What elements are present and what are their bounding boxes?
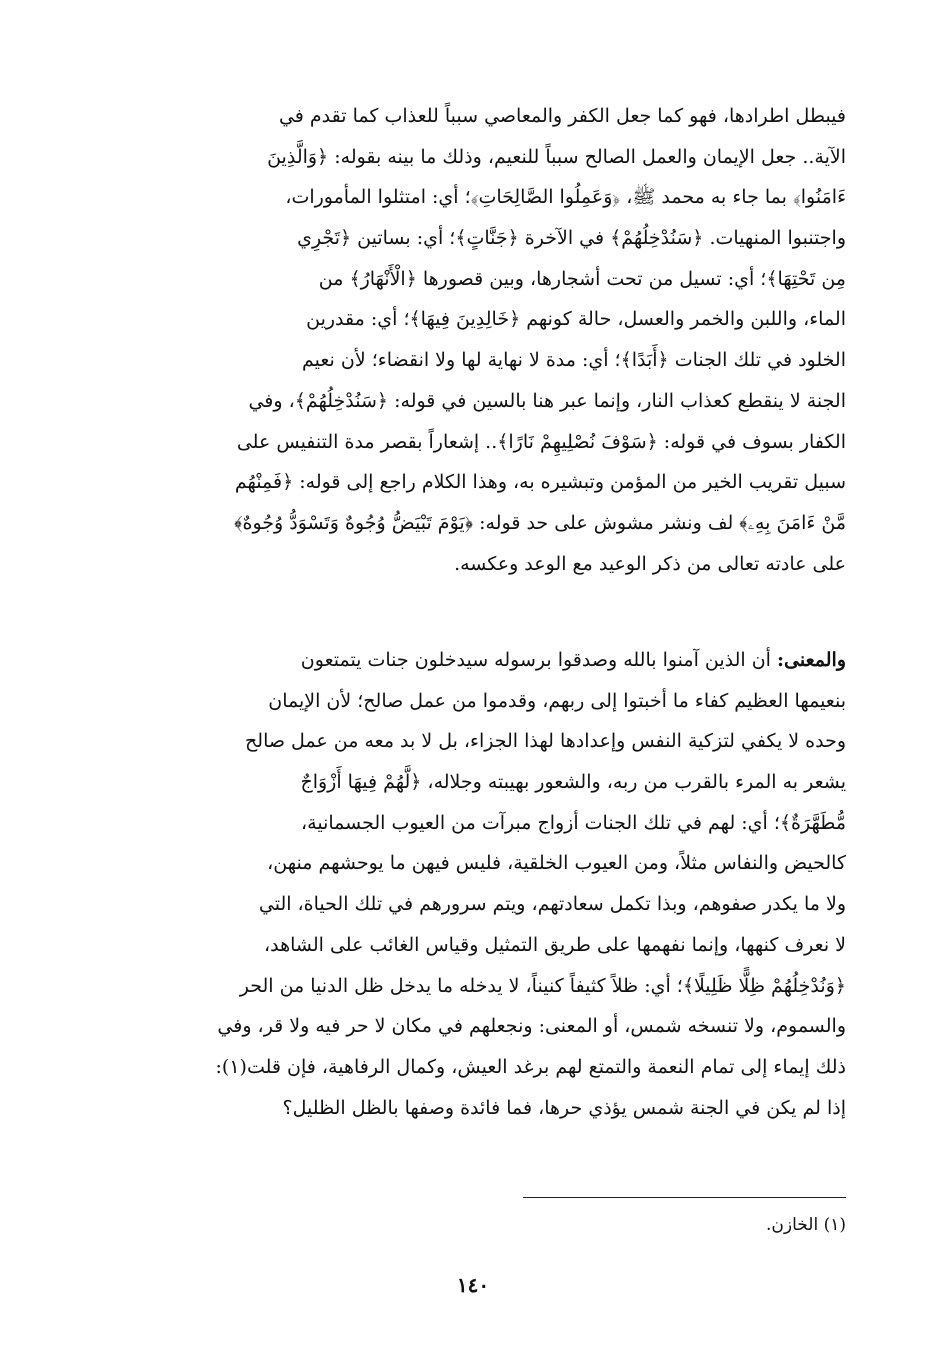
paragraph-1 <box>66 96 846 584</box>
text-line: لا نعرف كنهها، وإنما نفهمها على طريق التمثيل وقياس الغائب على الشاهد، <box>263 933 846 956</box>
first-line-rest: أن الذين آمنوا بالله وصدقوا برسوله سيدخلون جنات يتمتعون <box>300 649 778 671</box>
text-line: ولا ما يكدر صفوهم، وبذا تكمل سعادتهم، ويتم سرورهم في تلك الحياة، التي <box>258 893 846 916</box>
text-line: ذلك إيماء إلى تمام النعمة والتمتع لهم برغد العيش، وكمال الرفاهية، فإن قلت(١): <box>215 1055 846 1078</box>
text-line: ءَامَنُوا﴾ بما جاء به محمد ﷺ، ﴿وَعَمِلُوا الصَّالِحَاتِ﴾؛ أي: امتثلوا المأمورات، <box>285 186 846 209</box>
text-line: بنعيمها العظيم كفاء ما أخبتوا إلى ربهم، وقدموا من عمل صالح؛ لأن الإيمان <box>268 689 846 712</box>
text-line: مِن تَحْتِهَا﴾؛ أي: تسيل من تحت أشجارها، وبين قصورها ﴿الْأَنْهَارُ﴾ من <box>318 267 846 290</box>
page-number: ١٤٠ <box>456 1273 490 1297</box>
footnote: (١) الخازن. <box>766 1215 846 1235</box>
text-line: الآية.. جعل الإيمان والعمل الصالح سبباً للنعيم، وذلك ما بينه بقوله: ﴿وَالَّذِينَ <box>267 145 846 168</box>
text-line: يشعر به المرء بالقرب من ربه، والشعور بهيبته وجلاله، ﴿لَّهُمْ فِيهَا أَزْوَاجٌ <box>300 771 846 794</box>
text-line: فيبطل اطرادها، فهو كما جعل الكفر والمعاصي سبباً للعذاب كما تقدم في <box>278 105 846 127</box>
text-line: إذا لم يكن في الجنة شمس يؤذي حرها، فما فائدة وصفها بالظل الظليل؟ <box>282 1096 846 1119</box>
text-line: الخلود في تلك الجنات ﴿أَبَدًا﴾؛ أي: مدة لا نهاية لها ولا انقضاء؛ لأن نعيم <box>302 349 846 372</box>
text-line-first <box>66 640 846 681</box>
text-line: ﴿وَنُدْخِلُهُمْ ظِلًّا ظَلِيلًا﴾؛ أي: ظلاً كثيفاً كنيناً، لا يدخله ما يدخل ظل الدنيا من الحر <box>239 974 846 997</box>
footnote-divider <box>523 1197 846 1198</box>
paragraph-2 <box>66 640 846 1128</box>
text-line: الماء، واللبن والخمر والعسل، حالة كونهم ﴿خَالِدِينَ فِيهَا﴾؛ أي: مقدرين <box>306 308 846 331</box>
text-line: والسموم، ولا تنسخه شمس، أو المعنى: ونجعلهم في مكان لا حر فيه ولا قر، وفي <box>217 1015 846 1038</box>
paragraph-lead: والمعنى: <box>777 649 846 671</box>
text-line: الجنة لا ينقطع كعذاب النار، وإنما عبر هنا بالسين في قوله: ﴿سَنُدْخِلُهُمْ﴾، وفي <box>248 389 846 412</box>
text-line: مَّنْ ءَامَنَ بِهِۦ﴾ لف ونشر مشوش على حد قوله: ﴿يَوْمَ تَبْيَضُّ وُجُوهٌ وَتَسْوَدُّ وُجُوهٌ﴾ <box>234 511 846 534</box>
text-line: سبيل تقريب الخير من المؤمن وتبشيره به، وهذا الكلام راجع إلى قوله: ﴿فَمِنْهُم <box>234 471 846 494</box>
text-line: الكفار بسوف في قوله: ﴿سَوْفَ نُصْلِيهِمْ نَارًا﴾.. إشعاراً بقصر مدة التنفيس على <box>236 430 846 453</box>
text-line: كالحيض والنفاس مثلاً، ومن العيوب الخلقية، فليس فيهن ما يوحشهم منهن، <box>267 852 846 875</box>
text-line: مُّطَهَّرَةٌ﴾؛ أي: لهم في تلك الجنات أزواج مبرآت من العيوب الجسمانية، <box>301 811 846 834</box>
text-line: واجتنبوا المنهيات. ﴿سَنُدْخِلُهُمْ﴾ في الآخرة ﴿جَنَّاتٍ﴾؛ أي: بساتين ﴿تَجْرِي <box>297 227 846 250</box>
text-line: وحده لا يكفي لتزكية النفس وإعدادها لهذا الجزاء، بل لا بد معه من عمل صالح <box>245 730 846 753</box>
text-line: على عادته تعالى من ذكر الوعيد مع الوعد وعكسه. <box>454 552 846 575</box>
